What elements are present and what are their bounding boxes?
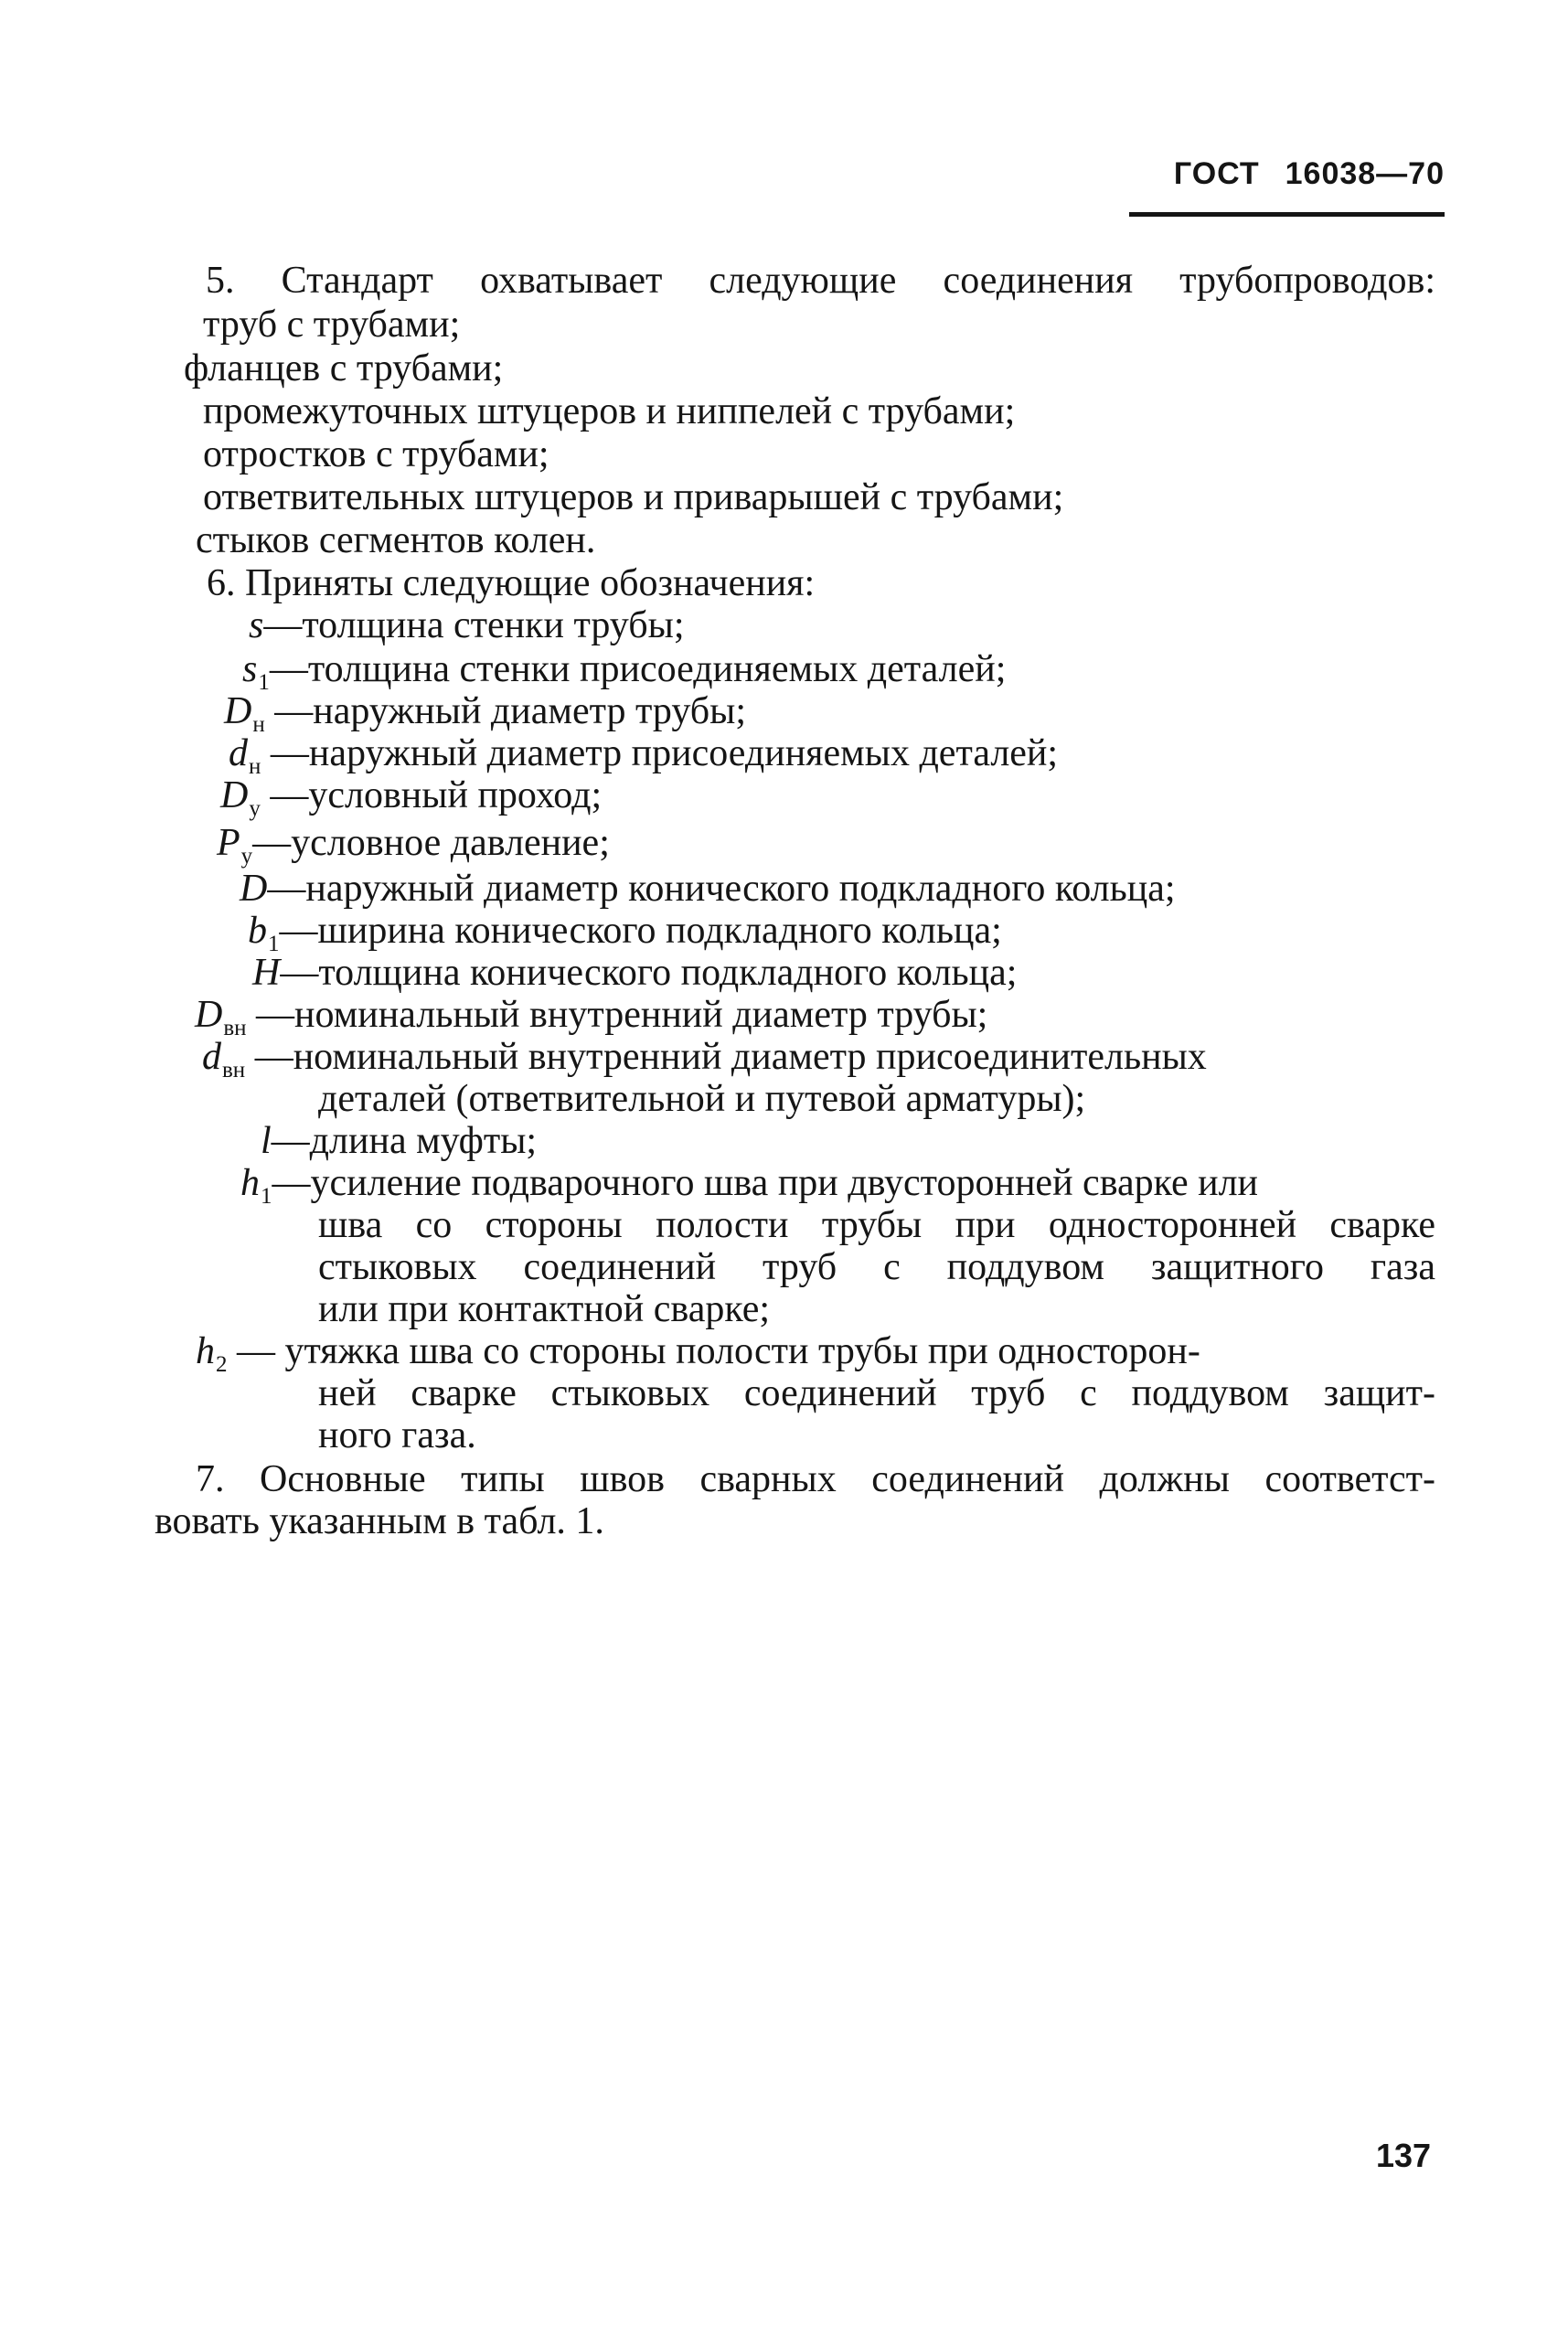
symbol: s [242,648,258,690]
symbol-subscript: 1 [268,932,280,956]
symbol-subscript: н [249,754,261,779]
symbol-subscript: 2 [216,1352,228,1377]
symbol-definition: —толщина конического подкладного кольца; [280,952,1018,994]
symbol-subscript: у [240,844,253,869]
symbol-subscript: 1 [258,670,270,695]
section-5-item-1: труб с трубами; [203,304,461,346]
standard-number: 16038—70 [1285,156,1445,191]
symbol-subscript: вн [222,1058,246,1083]
symbol: l [261,1120,272,1162]
symbol-definition-continued: стыковых соединений труб с поддувом защитного газа [318,1246,1435,1288]
section-6-intro: 6. Приняты следующие обозначения: [207,562,816,604]
symbol-definition-continued: деталей (ответвительной и путевой арматуры); [318,1078,1086,1120]
symbol-definition: —условное давление; [252,822,610,864]
symbol-row [252,953,1017,993]
symbol-definition: —толщина стенки трубы; [263,604,685,646]
symbol-definition: — утяжка шва со стороны полости трубы при односторон- [227,1330,1200,1372]
section-5-item-5: ответвительных штуцеров и приварышей с трубами; [203,476,1064,518]
symbol-definition: —номинальный внутренний диаметр трубы; [246,994,988,1036]
symbol: h [196,1330,215,1372]
symbol-definition: —длина муфты; [271,1120,538,1162]
symbol: b [248,910,267,952]
symbol-definition: —наружный диаметр трубы; [264,690,747,732]
symbol-definition-continued: или при контактной сварке; [318,1288,771,1330]
symbol-definition-continued: ного газа. [318,1414,476,1456]
section-7-line-1: 7. Основные типы швов сварных соединений должны соответст- [196,1458,1435,1500]
section-5-intro: 5. Стандарт охватывает следующие соединения трубопроводов: [206,260,1435,302]
symbol: P [217,822,240,864]
symbol-definition: —толщина стенки присоединяемых деталей; [269,648,1007,690]
symbol-subscript: вн [223,1016,247,1040]
symbol-definition: —ширина конического подкладного кольца; [279,910,1002,952]
symbol: D [220,774,249,816]
symbol-definition: —наружный диаметр конического подкладного кольца; [267,868,1176,910]
symbol-definition-continued: шва со стороны полости трубы при односторонней сварке [318,1204,1435,1246]
symbol-definition: —усиление подварочного шва при двусторонней сварке или [272,1162,1259,1204]
symbol: H [252,952,281,994]
symbol-definition-continued: ней сварке стыковых соединений труб с поддувом защит- [318,1372,1435,1414]
page-number: 137 [1376,2137,1432,2174]
symbol: s [249,604,264,646]
symbol-subscript: у [249,796,261,821]
symbol-definition: —наружный диаметр присоединяемых деталей; [261,732,1059,774]
symbol: d [229,732,248,774]
symbol-definition: —номинальный внутренний диаметр присоединительных [245,1036,1207,1078]
section-5-item-3: промежуточных штуцеров и ниппелей с трубами; [203,390,1016,432]
symbol-subscript: н [252,712,265,737]
symbol-row [249,605,685,645]
symbol-subscript: 1 [261,1184,272,1209]
page-header [1129,155,1445,217]
symbol: D [240,868,268,910]
symbol-row [261,1121,537,1161]
section-5-item-2: фланцев с трубами; [184,347,504,389]
symbol: D [195,994,223,1036]
symbol-row [240,869,1176,909]
section-5-item-4: отростков с трубами; [203,433,549,475]
symbol: d [202,1036,221,1078]
standard-label: ГОСТ [1173,156,1260,191]
symbol-definition: —условный проход; [260,774,603,816]
section-5-item-6: стыков сегментов колен. [196,519,596,561]
section-7-line-2: вовать указанным в табл. 1. [155,1500,604,1542]
symbol: D [224,690,252,732]
symbol: h [240,1162,260,1204]
